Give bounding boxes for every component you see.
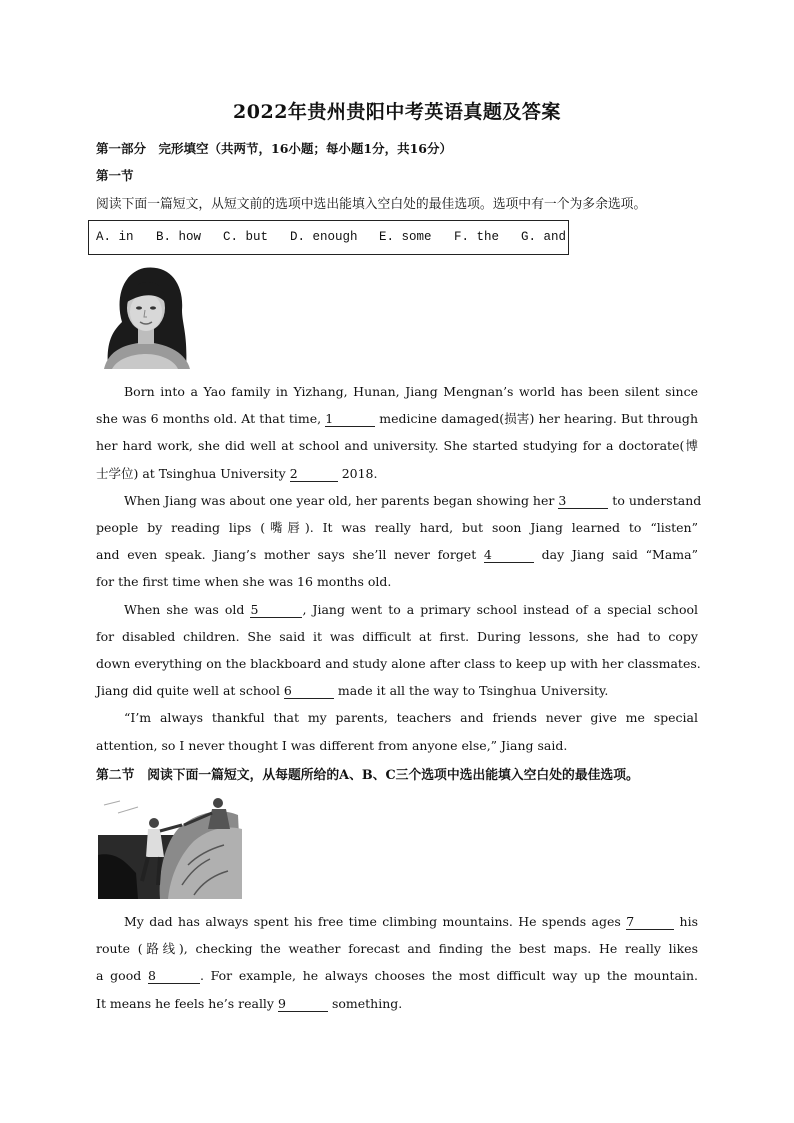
options-box <box>88 220 569 255</box>
blank-9[interactable]: 9 <box>278 997 328 1012</box>
option-b: B. how <box>156 230 202 244</box>
passage-2-row: My dad has always spent his free time climbing mountains. He spends ages 7 his <box>124 914 699 929</box>
blank-6[interactable]: 6 <box>284 684 334 699</box>
passage-1-row: people by reading lips (嘴唇). It was really hard, but soon Jiang learned to “listen” <box>96 520 698 536</box>
passage-2-row: route (路线), checking the weather forecast and finding the best maps. He really likes <box>96 941 698 957</box>
option-a: A. in <box>96 230 134 244</box>
climbing-photo <box>98 795 242 899</box>
passage-1-row: for the first time when she was 16 months old. <box>96 574 392 590</box>
section1-heading: 第一节 <box>96 168 134 183</box>
passage-1-row: 士学位) at Tsinghua University 2 2018. <box>96 465 378 481</box>
blank-2[interactable]: 2 <box>290 467 338 482</box>
option-f: F. the <box>454 230 500 244</box>
option-d: D. enough <box>290 230 358 244</box>
blank-3[interactable]: 3 <box>558 494 608 509</box>
passage-2-row: a good 8 . For example, he always chooses the most difficult way up the mountain. <box>96 968 698 984</box>
passage-1-row: attention, so I never thought I was different from anyone else,” Jiang said. <box>96 737 568 753</box>
blank-8[interactable]: 8 <box>148 969 200 984</box>
option-c: C. but <box>223 230 269 244</box>
option-e: E. some <box>379 230 432 244</box>
passage-1-row: she was 6 months old. At that time, 1 medicine damaged(损害) her hearing. But through <box>96 411 698 427</box>
passage-1-row: Born into a Yao family in Yizhang, Hunan, Jiang Mengnan’s world has been silent since <box>124 384 698 399</box>
passage-1-row: for disabled children. She said it was difficult at first. During lessons, she had to copy <box>96 628 698 644</box>
blank-4[interactable]: 4 <box>484 548 534 563</box>
blank-1[interactable]: 1 <box>325 412 375 427</box>
passage-2 <box>96 908 698 1017</box>
passage-1-row: “I’m always thankful that my parents, teachers and friends never give me special <box>124 710 698 726</box>
portrait-photo <box>98 262 194 369</box>
passage-1-row: When she was old 5 , Jiang went to a primary school instead of a special school <box>124 601 698 617</box>
part1-heading: 第一部分 完形填空（共两节，16小题；每小题1分，共16分） <box>96 141 452 156</box>
part1-instruction: 阅读下面一篇短文，从短文前的选项中选出能填入空白处的最佳选项。选项中有一个为多余选项。 <box>96 197 647 212</box>
passage-1-row: When Jiang was about one year old, her parents began showing her 3 to understand <box>124 492 702 508</box>
passage-1-row: her hard work, she did well at school and university. She started studying for a doctorate(博 <box>96 438 698 454</box>
passage-1-row: down everything on the blackboard and study alone after class to keep up with her classmates. <box>96 656 701 672</box>
option-g: G. and <box>521 230 567 244</box>
passage-1 <box>96 378 702 759</box>
part2-heading: 第二节 阅读下面一篇短文，从每题所给的A、B、C三个选项中选出能填入空白处的最佳选项。 <box>96 768 639 783</box>
blank-5[interactable]: 5 <box>250 603 302 618</box>
page-title: 2022年贵州贵阳中考英语真题及答案 <box>233 101 561 123</box>
passage-1-row: and even speak. Jiang’s mother says she’ll never forget 4 day Jiang said “Mama” <box>96 547 698 563</box>
passage-1-row: Jiang did quite well at school 6 made it all the way to Tsinghua University. <box>96 683 609 699</box>
passage-2-row: It means he feels he’s really 9 something. <box>96 995 403 1011</box>
blank-7[interactable]: 7 <box>626 915 674 930</box>
